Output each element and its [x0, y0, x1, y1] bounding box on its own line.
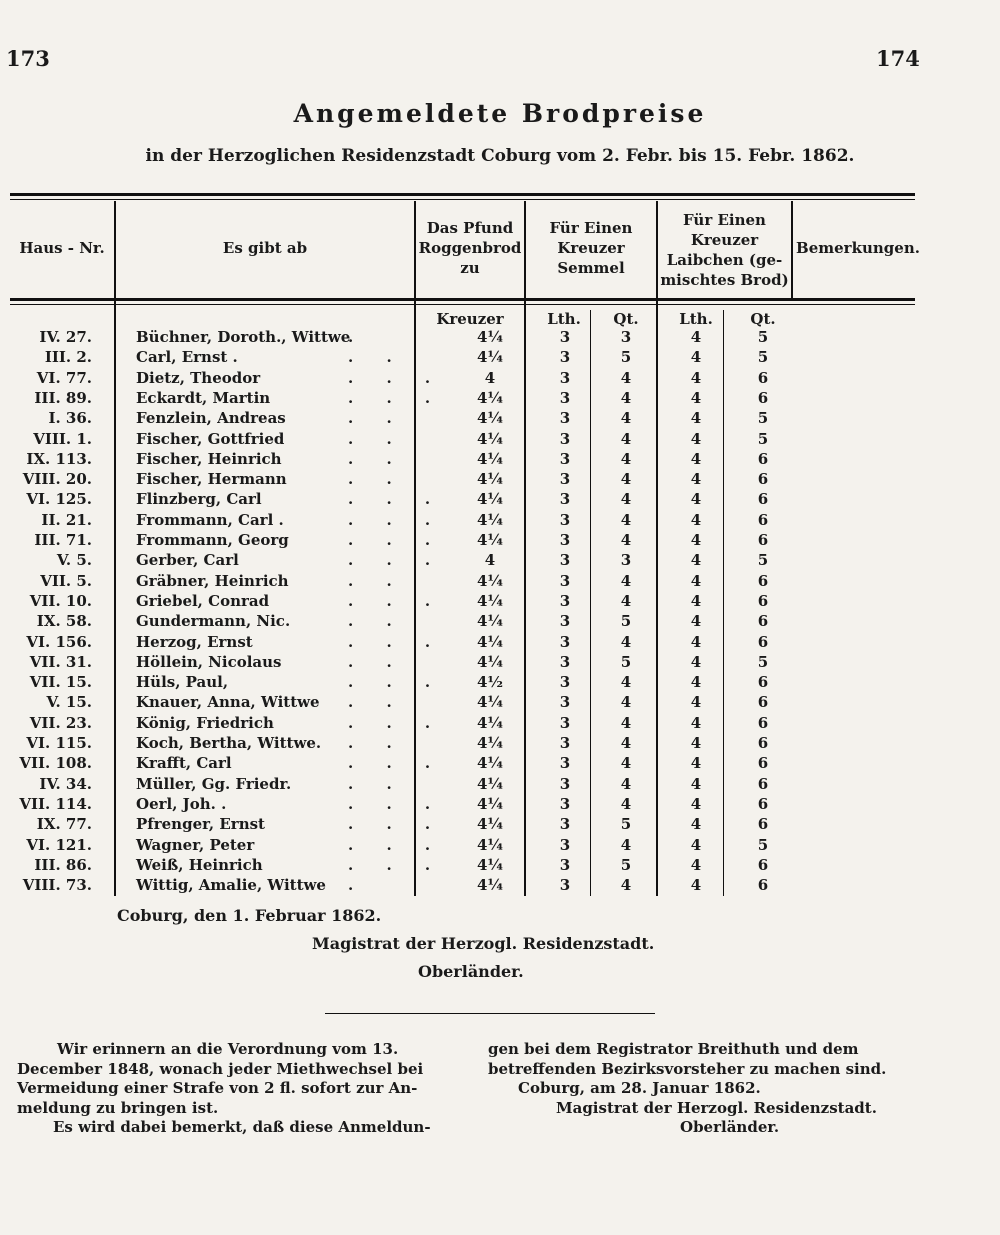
unit-loth-semmel: Lth.: [547, 310, 581, 328]
table-top-rule: [10, 193, 915, 196]
baker-name: Oerl, Joh. .: [136, 794, 227, 813]
semmel-quentchen: 4: [620, 794, 632, 813]
table-row: [0, 469, 1000, 489]
laibchen-quentchen: 5: [757, 835, 769, 854]
rye-bread-price: 4¼: [476, 652, 504, 671]
laibchen-loth: 4: [690, 449, 702, 468]
house-number: VII. 23.: [29, 713, 92, 732]
rye-bread-price: 4¼: [476, 328, 504, 346]
header-bottom-rule: [10, 298, 915, 301]
house-number: V. 15.: [46, 693, 92, 712]
rye-bread-price: 4¼: [476, 510, 504, 529]
semmel-loth: 3: [559, 612, 571, 631]
laibchen-loth: 4: [690, 815, 702, 834]
house-number: IX. 58.: [36, 612, 92, 631]
header-laibchen: Für Einen Kreuzer Laibchen (ge- mischtes Brod): [660, 211, 789, 289]
semmel-quentchen: 4: [620, 368, 632, 387]
table-row: [0, 611, 1000, 631]
laibchen-loth: 4: [690, 693, 702, 712]
laibchen-quentchen: 5: [757, 328, 769, 346]
laibchen-loth: 4: [690, 652, 702, 671]
house-number: VIII. 20.: [22, 470, 92, 489]
table-row: [0, 571, 1000, 591]
leader-dots: . .: [348, 409, 406, 428]
semmel-loth: 3: [559, 551, 571, 570]
house-number: VIII. 73.: [22, 876, 92, 895]
header-haus-nr: Haus - Nr.: [19, 239, 105, 257]
house-number: VI. 156.: [26, 632, 92, 651]
baker-name: Hüls, Paul,: [136, 673, 229, 692]
rye-bread-price: 4¼: [476, 734, 504, 752]
rye-bread-price: 4½: [476, 673, 504, 692]
house-number: I. 36.: [48, 409, 92, 428]
house-number: VII. 108.: [19, 754, 92, 773]
semmel-loth: 3: [559, 673, 571, 692]
laibchen-quentchen: 6: [757, 470, 769, 489]
semmel-quentchen: 5: [620, 612, 632, 631]
baker-name: Herzog, Ernst: [136, 632, 253, 651]
laibchen-loth: 4: [690, 855, 702, 874]
table-row: [0, 429, 1000, 449]
baker-name: Flinzberg, Carl: [136, 490, 262, 509]
baker-name: Fischer, Hermann: [136, 470, 287, 489]
page-number-left: 173: [6, 46, 50, 71]
rye-bread-price: 4¼: [476, 835, 504, 854]
laibchen-quentchen: 6: [757, 591, 769, 610]
table-row: [0, 753, 1000, 773]
laibchen-quentchen: 6: [757, 388, 769, 407]
house-number: VII. 114.: [19, 794, 92, 813]
semmel-loth: 3: [559, 734, 571, 752]
unit-quentchen-semmel: Qt.: [613, 310, 639, 328]
leader-dots: . . .: [348, 632, 445, 651]
laibchen-loth: 4: [690, 429, 702, 448]
semmel-loth: 3: [559, 754, 571, 773]
table-row: [0, 347, 1000, 367]
section-divider: [325, 1013, 655, 1014]
semmel-loth: 3: [559, 429, 571, 448]
laibchen-quentchen: 6: [757, 693, 769, 712]
baker-name: Knauer, Anna, Wittwe: [136, 693, 320, 712]
header-bottom-rule-thin: [10, 304, 915, 305]
footer-date: Coburg, den 1. Februar 1862.: [117, 906, 382, 925]
table-row: [0, 449, 1000, 469]
laibchen-quentchen: 6: [757, 490, 769, 509]
unit-quentchen-laibchen: Qt.: [750, 310, 776, 328]
laibchen-loth: 4: [690, 551, 702, 570]
table-row: [0, 814, 1000, 834]
baker-name: Fischer, Heinrich: [136, 449, 282, 468]
rye-bread-price: 4¼: [476, 388, 504, 407]
page-subtitle: in der Herzoglichen Residenzstadt Coburg vom 2. Febr. bis 15. Febr. 1862.: [145, 146, 855, 166]
baker-name: Gräbner, Heinrich: [136, 571, 289, 590]
semmel-loth: 3: [559, 876, 571, 895]
semmel-loth: 3: [559, 794, 571, 813]
leader-dots: . . .: [348, 510, 445, 529]
table-row: [0, 713, 1000, 733]
semmel-loth: 3: [559, 693, 571, 712]
semmel-quentchen: 4: [620, 531, 632, 549]
rye-bread-price: 4: [484, 551, 496, 570]
semmel-loth: 3: [559, 855, 571, 874]
house-number: V. 5.: [56, 551, 92, 570]
laibchen-quentchen: 6: [757, 774, 769, 793]
table-row: [0, 510, 1000, 530]
laibchen-loth: 4: [690, 794, 702, 813]
table-row: [0, 388, 1000, 408]
leader-dots: . . .: [348, 754, 445, 773]
semmel-quentchen: 4: [620, 693, 632, 712]
leader-dots: . . .: [348, 794, 445, 813]
laibchen-quentchen: 6: [757, 571, 769, 590]
header-roggenbrod: Das Pfund Roggenbrod zu: [418, 219, 522, 277]
laibchen-quentchen: 6: [757, 815, 769, 834]
semmel-loth: 3: [559, 409, 571, 428]
laibchen-loth: 4: [690, 388, 702, 407]
leader-dots: . .: [348, 734, 406, 752]
house-number: III. 71.: [34, 531, 92, 549]
laibchen-quentchen: 5: [757, 409, 769, 428]
semmel-loth: 3: [559, 388, 571, 407]
table-row: [0, 489, 1000, 509]
leader-dots: . .: [348, 571, 406, 590]
leader-dots: . . .: [348, 815, 445, 834]
baker-name: Büchner, Doroth., Wittwe: [136, 328, 351, 346]
semmel-loth: 3: [559, 531, 571, 549]
leader-dots: . .: [348, 429, 406, 448]
laibchen-quentchen: 6: [757, 855, 769, 874]
house-number: VIII. 1.: [33, 429, 92, 448]
laibchen-quentchen: 6: [757, 612, 769, 631]
table-row: [0, 550, 1000, 570]
baker-name: Pfrenger, Ernst: [136, 815, 265, 834]
baker-name: Krafft, Carl: [136, 754, 232, 773]
semmel-quentchen: 4: [620, 774, 632, 793]
laibchen-loth: 4: [690, 734, 702, 752]
baker-name: Dietz, Theodor: [136, 368, 261, 387]
table-top-rule-thin: [10, 199, 915, 200]
laibchen-loth: 4: [690, 876, 702, 895]
table-row: [0, 652, 1000, 672]
semmel-loth: 3: [559, 490, 571, 509]
rye-bread-price: 4: [484, 368, 496, 387]
leader-dots: .: [348, 328, 368, 346]
table-row: [0, 591, 1000, 611]
table-row: [0, 835, 1000, 855]
table-row: [0, 327, 1000, 347]
rye-bread-price: 4¼: [476, 855, 504, 874]
semmel-quentchen: 4: [620, 409, 632, 428]
leader-dots: . . .: [348, 591, 445, 610]
baker-name: Wittig, Amalie, Wittwe: [136, 876, 326, 895]
table-row: [0, 530, 1000, 550]
notice-right-column: gen bei dem Registrator Breithuth und dem betreffenden Bezirksvorsteher zu machen sind. Coburg, am 28. Januar 1862. Magistrat der Herzogl. Residenzstadt. Oberländer.: [488, 1040, 887, 1136]
rye-bread-price: 4¼: [476, 348, 504, 367]
leader-dots: . . .: [348, 673, 445, 692]
leader-dots: . . .: [348, 490, 445, 509]
laibchen-loth: 4: [690, 571, 702, 590]
table-row: [0, 408, 1000, 428]
leader-dots: .: [348, 876, 368, 895]
footer-magistrat: Magistrat der Herzogl. Residenzstadt.: [312, 934, 655, 953]
rye-bread-price: 4¼: [476, 429, 504, 448]
table-row: [0, 794, 1000, 814]
leader-dots: . . .: [348, 531, 445, 549]
laibchen-loth: 4: [690, 368, 702, 387]
laibchen-quentchen: 6: [757, 734, 769, 752]
semmel-loth: 3: [559, 368, 571, 387]
rye-bread-price: 4¼: [476, 815, 504, 834]
rye-bread-price: 4¼: [476, 470, 504, 489]
baker-name: Eckardt, Martin: [136, 388, 271, 407]
baker-name: Wagner, Peter: [136, 835, 255, 854]
semmel-quentchen: 5: [620, 855, 632, 874]
table-row: [0, 733, 1000, 753]
baker-name: Koch, Bertha, Wittwe.: [136, 734, 322, 752]
semmel-quentchen: 4: [620, 490, 632, 509]
laibchen-loth: 4: [690, 754, 702, 773]
leader-dots: . . .: [348, 855, 445, 874]
laibchen-loth: 4: [690, 470, 702, 489]
house-number: IV. 34.: [39, 774, 92, 793]
rye-bread-price: 4¼: [476, 449, 504, 468]
table-row: [0, 368, 1000, 388]
semmel-loth: 3: [559, 328, 571, 346]
leader-dots: . .: [348, 449, 406, 468]
leader-dots: . . .: [348, 388, 445, 407]
laibchen-quentchen: 6: [757, 754, 769, 773]
semmel-quentchen: 3: [620, 328, 632, 346]
leader-dots: . . .: [348, 368, 445, 387]
semmel-quentchen: 4: [620, 713, 632, 732]
leader-dots: . . .: [348, 713, 445, 732]
semmel-quentchen: 4: [620, 876, 632, 895]
laibchen-quentchen: 5: [757, 348, 769, 367]
semmel-quentchen: 4: [620, 673, 632, 692]
laibchen-quentchen: 6: [757, 794, 769, 813]
semmel-loth: 3: [559, 632, 571, 651]
laibchen-loth: 4: [690, 531, 702, 549]
laibchen-loth: 4: [690, 835, 702, 854]
semmel-quentchen: 4: [620, 754, 632, 773]
baker-name: Frommann, Carl .: [136, 510, 284, 529]
table-row: [0, 875, 1000, 895]
laibchen-loth: 4: [690, 490, 702, 509]
semmel-loth: 3: [559, 571, 571, 590]
rye-bread-price: 4¼: [476, 632, 504, 651]
laibchen-loth: 4: [690, 713, 702, 732]
semmel-quentchen: 4: [620, 632, 632, 651]
house-number: VI. 115.: [26, 734, 92, 752]
rye-bread-price: 4¼: [476, 774, 504, 793]
semmel-loth: 3: [559, 470, 571, 489]
leader-dots: . .: [348, 612, 406, 631]
rye-bread-price: 4¼: [476, 571, 504, 590]
table-row: [0, 632, 1000, 652]
house-number: VII. 31.: [29, 652, 92, 671]
leader-dots: . .: [348, 470, 406, 489]
laibchen-loth: 4: [690, 774, 702, 793]
semmel-quentchen: 4: [620, 835, 632, 854]
laibchen-quentchen: 5: [757, 652, 769, 671]
semmel-quentchen: 4: [620, 449, 632, 468]
semmel-quentchen: 4: [620, 429, 632, 448]
semmel-loth: 3: [559, 652, 571, 671]
baker-name: Gundermann, Nic.: [136, 612, 291, 631]
header-bemerkungen: Bemerkungen.: [796, 239, 920, 257]
laibchen-quentchen: 6: [757, 713, 769, 732]
house-number: VII. 5.: [40, 571, 92, 590]
semmel-quentchen: 5: [620, 815, 632, 834]
table-row: [0, 672, 1000, 692]
semmel-quentchen: 4: [620, 734, 632, 752]
unit-kreuzer: Kreuzer: [436, 310, 504, 328]
house-number: III. 89.: [34, 388, 92, 407]
laibchen-loth: 4: [690, 612, 702, 631]
semmel-loth: 3: [559, 348, 571, 367]
unit-loth-laibchen: Lth.: [679, 310, 713, 328]
page-number-right: 174: [876, 46, 920, 71]
footer-signature: Oberländer.: [418, 962, 524, 981]
semmel-quentchen: 4: [620, 571, 632, 590]
house-number: VII. 15.: [29, 673, 92, 692]
semmel-loth: 3: [559, 510, 571, 529]
laibchen-quentchen: 6: [757, 510, 769, 529]
semmel-quentchen: 4: [620, 510, 632, 529]
semmel-quentchen: 5: [620, 652, 632, 671]
semmel-loth: 3: [559, 713, 571, 732]
house-number: III. 2.: [44, 348, 92, 367]
rye-bread-price: 4¼: [476, 876, 504, 895]
header-semmel: Für Einen Kreuzer Semmel: [549, 219, 633, 277]
laibchen-quentchen: 6: [757, 632, 769, 651]
baker-name: Frommann, Georg: [136, 531, 289, 549]
house-number: IX. 113.: [26, 449, 92, 468]
rye-bread-price: 4¼: [476, 409, 504, 428]
laibchen-loth: 4: [690, 348, 702, 367]
rye-bread-price: 4¼: [476, 531, 504, 549]
baker-name: König, Friedrich: [136, 713, 274, 732]
laibchen-loth: 4: [690, 632, 702, 651]
baker-name: Weiß, Heinrich: [136, 855, 263, 874]
laibchen-quentchen: 6: [757, 531, 769, 549]
header-name: Es gibt ab: [222, 239, 308, 257]
laibchen-loth: 4: [690, 673, 702, 692]
house-number: II. 21.: [41, 510, 92, 529]
rye-bread-price: 4¼: [476, 591, 504, 610]
semmel-quentchen: 4: [620, 388, 632, 407]
laibchen-loth: 4: [690, 510, 702, 529]
semmel-loth: 3: [559, 774, 571, 793]
laibchen-quentchen: 6: [757, 673, 769, 692]
leader-dots: . .: [348, 693, 406, 712]
laibchen-quentchen: 5: [757, 429, 769, 448]
semmel-loth: 3: [559, 835, 571, 854]
table-row: [0, 692, 1000, 712]
notice-left-column: Wir erinnern an die Verordnung vom 13. December 1848, wonach jeder Miethwechsel bei Vermeidung einer Strafe von 2 fl. sofort zur An- meldung zu bringen ist. Es wird dabei bemerkt, daß diese Anmeldun-: [17, 1040, 431, 1136]
baker-name: Fenzlein, Andreas: [136, 409, 286, 428]
laibchen-quentchen: 6: [757, 368, 769, 387]
laibchen-loth: 4: [690, 328, 702, 346]
baker-name: Fischer, Gottfried: [136, 429, 285, 448]
semmel-quentchen: 3: [620, 551, 632, 570]
house-number: VI. 121.: [26, 835, 92, 854]
house-number: IX. 77.: [36, 815, 92, 834]
rye-bread-price: 4¼: [476, 794, 504, 813]
leader-dots: . .: [348, 774, 406, 793]
laibchen-quentchen: 6: [757, 449, 769, 468]
laibchen-loth: 4: [690, 591, 702, 610]
baker-name: Höllein, Nicolaus: [136, 652, 282, 671]
laibchen-quentchen: 5: [757, 551, 769, 570]
semmel-loth: 3: [559, 449, 571, 468]
semmel-loth: 3: [559, 591, 571, 610]
table-row: [0, 774, 1000, 794]
laibchen-quentchen: 6: [757, 876, 769, 895]
house-number: VII. 10.: [29, 591, 92, 610]
semmel-quentchen: 5: [620, 348, 632, 367]
table-row: [0, 855, 1000, 875]
baker-name: Carl, Ernst .: [136, 348, 238, 367]
rye-bread-price: 4¼: [476, 754, 504, 773]
baker-name: Müller, Gg. Friedr.: [136, 774, 292, 793]
semmel-quentchen: 4: [620, 591, 632, 610]
leader-dots: . .: [348, 348, 406, 367]
house-number: IV. 27.: [39, 328, 92, 346]
rye-bread-price: 4¼: [476, 713, 504, 732]
house-number: III. 86.: [34, 855, 92, 874]
baker-name: Griebel, Conrad: [136, 591, 270, 610]
semmel-quentchen: 4: [620, 470, 632, 489]
semmel-loth: 3: [559, 815, 571, 834]
page-title: Angemeldete Brodpreise: [293, 99, 707, 128]
house-number: VI. 125.: [26, 490, 92, 509]
laibchen-loth: 4: [690, 409, 702, 428]
leader-dots: . .: [348, 652, 406, 671]
leader-dots: . . .: [348, 551, 445, 570]
house-number: VI. 77.: [36, 368, 92, 387]
baker-name: Gerber, Carl: [136, 551, 239, 570]
rye-bread-price: 4¼: [476, 490, 504, 509]
rye-bread-price: 4¼: [476, 693, 504, 712]
rye-bread-price: 4¼: [476, 612, 504, 631]
leader-dots: . . .: [348, 835, 445, 854]
